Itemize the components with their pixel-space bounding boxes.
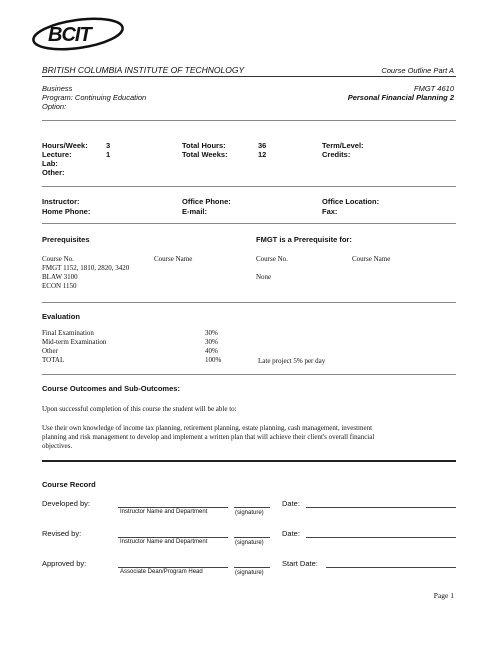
lecture-label: Lecture:	[42, 150, 72, 159]
revised-instructor-caption: Instructor Name and Department	[120, 539, 208, 545]
is-prereq-col-no: Course No.	[256, 255, 288, 263]
eval-item-label: Final Examination	[42, 329, 94, 337]
hours-week-value: 3	[106, 141, 111, 150]
contact-rule	[42, 223, 456, 224]
developed-label: Developed by:	[42, 499, 90, 508]
evaluation-heading: Evaluation	[42, 312, 80, 321]
institute-name: BRITISH COLUMBIA INSTITUTE OF TECHNOLOGY	[42, 65, 245, 75]
prereq-course-2: BLAW 3100	[42, 273, 78, 281]
outcomes-rule	[42, 460, 456, 462]
approved-signature-caption: (signature)	[235, 570, 264, 576]
total-hours-label: Total Hours:	[182, 141, 226, 150]
developed-date-line	[306, 507, 456, 508]
course-code: FMGT 4610	[413, 84, 454, 93]
term-label: Term/Level:	[322, 141, 364, 150]
revised-signature-caption: (signature)	[235, 540, 264, 546]
page-number: Page 1	[433, 591, 454, 600]
lab-label: Lab:	[42, 159, 58, 168]
prereq-col-no: Course No.	[42, 255, 74, 263]
developed-instructor-caption: Instructor Name and Department	[120, 509, 208, 515]
option: Option:	[42, 102, 67, 111]
approved-dean-caption: Associate Dean/Program Head	[120, 569, 203, 575]
eval-item-value: 40%	[205, 347, 218, 355]
instructor-label: Instructor:	[42, 197, 80, 206]
eval-item-value: 30%	[205, 329, 218, 337]
revised-label: Revised by:	[42, 529, 82, 538]
outcomes-heading: Course Outcomes and Sub-Outcomes:	[42, 384, 180, 393]
is-prereq-none: None	[256, 273, 272, 281]
outcomes-intro: Upon successful completion of this course the student will be able to:	[42, 405, 237, 413]
start-date-label: Start Date:	[282, 559, 318, 568]
developed-name-line	[118, 507, 228, 508]
header-rule	[42, 76, 456, 77]
outcome-line: Use their own knowledge of income tax planning, retirement planning, estate planning, cash management, investment	[42, 424, 373, 432]
developed-signature-line	[234, 507, 270, 508]
home-phone-label: Home Phone:	[42, 207, 91, 216]
revised-date-label: Date:	[282, 529, 300, 538]
approved-name-line	[118, 567, 228, 568]
email-label: E-mail:	[182, 207, 208, 216]
program: Program: Continuing Education	[42, 93, 147, 102]
header-bottom-rule	[42, 120, 456, 121]
start-date-line	[326, 567, 456, 568]
prereq-rule	[42, 302, 456, 303]
revised-date-line	[306, 537, 456, 538]
hours-week-label: Hours/Week:	[42, 141, 88, 150]
office-location-label: Office Location:	[322, 197, 380, 206]
eval-item-label: Mid-term Examination	[42, 338, 107, 346]
prereq-course-3: ECON 1150	[42, 282, 77, 290]
revised-signature-line	[234, 537, 270, 538]
hours-rule	[42, 186, 456, 187]
credits-label: Credits:	[322, 150, 351, 159]
approved-signature-line	[234, 567, 270, 568]
total-hours-value: 36	[258, 141, 267, 150]
logo-text: BCIT	[48, 24, 91, 46]
course-name: Personal Financial Planning 2	[347, 93, 454, 102]
evaluation-rule	[42, 374, 456, 375]
office-phone-label: Office Phone:	[182, 197, 231, 206]
other-label: Other:	[42, 168, 65, 177]
eval-item-label: TOTAL	[42, 356, 65, 364]
developed-signature-caption: (signature)	[235, 510, 264, 516]
eval-item-value: 100%	[205, 356, 222, 364]
fax-label: Fax:	[322, 207, 338, 216]
lecture-value: 1	[106, 150, 111, 159]
bcit-logo	[30, 14, 130, 54]
outcome-line: planning and risk management to develop and implement a written plan that will achieve their client's overall financial	[42, 433, 375, 441]
eval-item-value: 30%	[205, 338, 218, 346]
approved-label: Approved by:	[42, 559, 87, 568]
prereq-col-name: Course Name	[154, 255, 193, 263]
outcome-line: objectives.	[42, 442, 73, 450]
late-penalty-note: Late project 5% per day	[258, 357, 326, 365]
developed-date-label: Date:	[282, 499, 300, 508]
school: Business	[42, 84, 73, 93]
total-weeks-value: 12	[258, 150, 267, 159]
prereq-heading: Prerequisites	[42, 235, 90, 244]
prereq-course-1: FMGT 1152, 1810, 2820, 3420	[42, 264, 130, 272]
revised-name-line	[118, 537, 228, 538]
eval-item-label: Other	[42, 347, 58, 355]
total-weeks-label: Total Weeks:	[182, 150, 228, 159]
is-prereq-heading: FMGT is a Prerequisite for:	[256, 235, 352, 244]
record-heading: Course Record	[42, 480, 96, 489]
doc-type: Course Outline Part A	[381, 66, 454, 75]
is-prereq-col-name: Course Name	[352, 255, 391, 263]
